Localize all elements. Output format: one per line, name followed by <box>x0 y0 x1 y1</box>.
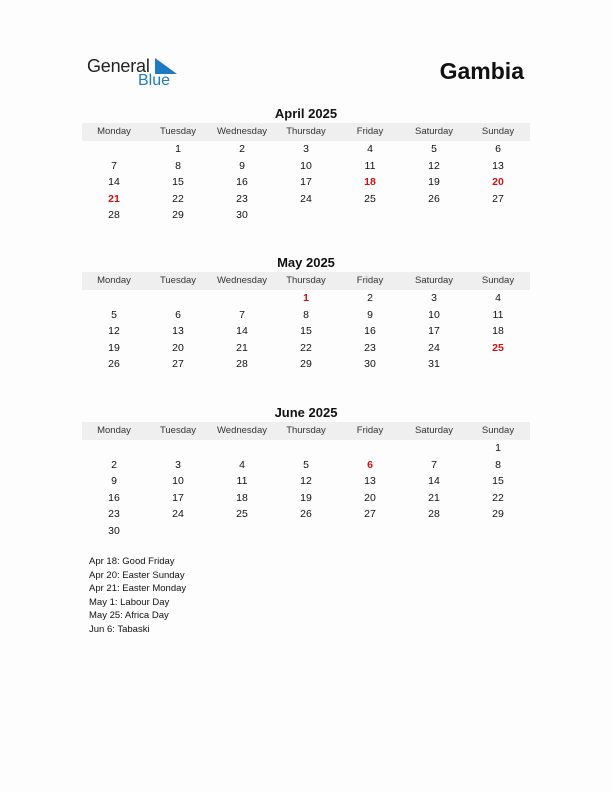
country-title: Gambia <box>439 58 524 84</box>
logo-general-text: General <box>87 56 150 76</box>
empty-day-cell <box>146 440 210 457</box>
day-cell: 25 <box>236 508 248 521</box>
empty-day-cell <box>466 207 530 224</box>
day-cell: 2 <box>367 292 373 304</box>
empty-day-cell <box>338 440 402 457</box>
day-cell: 9 <box>111 475 117 488</box>
day-cell: 28 <box>428 508 440 521</box>
day-cell: 11 <box>236 475 248 488</box>
weekday-header: Saturday <box>402 422 466 440</box>
empty-day-cell <box>402 440 466 457</box>
holiday-day-cell: 1 <box>303 292 309 304</box>
weekday-header: Wednesday <box>210 272 274 290</box>
empty-day-cell <box>274 440 338 457</box>
holiday-item: May 1: Labour Day <box>89 596 170 608</box>
weekday-header: Monday <box>82 272 146 290</box>
holiday-item: Jun 6: Tabaski <box>89 623 150 635</box>
empty-day-cell <box>274 523 338 540</box>
empty-day-cell <box>82 290 146 307</box>
day-cell: 6 <box>175 308 181 321</box>
day-cell: 29 <box>492 508 504 521</box>
day-cell: 12 <box>300 475 312 488</box>
day-cell: 14 <box>108 176 120 189</box>
empty-day-cell <box>210 290 274 307</box>
calendar-grid <box>82 271 530 373</box>
month-june <box>82 405 530 540</box>
day-cell: 3 <box>431 292 437 304</box>
day-cell: 12 <box>428 159 440 172</box>
day-cell: 26 <box>428 192 440 205</box>
weekday-header: Tuesday <box>146 123 210 141</box>
day-cell: 15 <box>172 176 184 189</box>
weekday-header: Friday <box>338 123 402 141</box>
empty-day-cell <box>210 523 274 540</box>
day-cell: 13 <box>492 159 504 172</box>
empty-day-cell <box>466 356 530 373</box>
day-cell: 2 <box>111 458 117 471</box>
weekday-header: Wednesday <box>210 123 274 141</box>
day-cell: 14 <box>428 475 440 488</box>
empty-day-cell <box>82 440 146 457</box>
day-cell: 23 <box>108 508 120 521</box>
logo-blue-text: Blue <box>138 72 171 89</box>
day-cell: 20 <box>172 341 184 354</box>
day-cell: 4 <box>239 458 245 471</box>
weekday-header: Friday <box>338 272 402 290</box>
day-cell: 4 <box>495 292 501 304</box>
day-cell: 29 <box>300 358 312 371</box>
empty-day-cell <box>338 523 402 540</box>
day-cell: 10 <box>300 159 312 172</box>
month-may <box>82 255 530 373</box>
day-cell: 24 <box>428 341 440 354</box>
holiday-day-cell: 21 <box>108 192 120 205</box>
month-title: May 2025 <box>277 255 335 270</box>
holiday-item: May 25: Africa Day <box>89 610 169 622</box>
day-cell: 5 <box>303 458 309 471</box>
day-cell: 15 <box>300 325 312 338</box>
day-cell: 4 <box>367 143 373 155</box>
holiday-item: Apr 21: Easter Monday <box>89 583 187 595</box>
day-cell: 1 <box>495 442 501 454</box>
day-cell: 11 <box>492 308 504 321</box>
day-cell: 17 <box>428 325 440 338</box>
day-cell: 22 <box>300 341 312 354</box>
holiday-item: Apr 18: Good Friday <box>89 556 175 567</box>
empty-day-cell <box>82 141 146 158</box>
day-cell: 16 <box>108 491 120 504</box>
day-cell: 28 <box>236 358 248 371</box>
day-cell: 22 <box>492 491 504 504</box>
day-cell: 1 <box>175 143 181 155</box>
day-cell: 28 <box>108 209 120 222</box>
weekday-header: Monday <box>82 422 146 440</box>
calendar-grid <box>82 421 530 540</box>
day-cell: 29 <box>172 209 184 222</box>
empty-day-cell <box>210 440 274 457</box>
empty-day-cell <box>402 523 466 540</box>
day-cell: 31 <box>428 358 440 371</box>
day-cell: 16 <box>236 176 248 189</box>
empty-day-cell <box>274 207 338 224</box>
day-cell: 19 <box>300 491 312 504</box>
day-cell: 23 <box>364 341 376 354</box>
weekday-header: Tuesday <box>146 272 210 290</box>
day-cell: 6 <box>495 143 501 155</box>
day-cell: 30 <box>108 524 120 537</box>
weekday-header: Monday <box>82 123 146 141</box>
day-cell: 10 <box>172 475 184 488</box>
day-cell: 18 <box>492 325 504 338</box>
day-cell: 3 <box>175 458 181 471</box>
holiday-day-cell: 18 <box>364 176 376 189</box>
holiday-item: Apr 20: Easter Sunday <box>89 569 185 581</box>
month-title: April 2025 <box>274 106 338 121</box>
day-cell: 12 <box>108 325 120 338</box>
day-cell: 8 <box>495 458 501 471</box>
day-cell: 9 <box>239 159 245 172</box>
weekday-header: Tuesday <box>146 422 210 440</box>
day-cell: 30 <box>364 358 376 371</box>
day-cell: 23 <box>236 192 248 205</box>
day-cell: 11 <box>364 159 376 172</box>
weekday-header: Thursday <box>274 272 338 290</box>
day-cell: 26 <box>108 358 120 371</box>
day-cell: 25 <box>364 192 376 205</box>
holiday-list <box>89 555 186 637</box>
day-cell: 7 <box>111 159 117 172</box>
calendar-grid <box>82 122 530 224</box>
day-cell: 27 <box>364 508 376 521</box>
day-cell: 27 <box>492 192 504 205</box>
day-cell: 19 <box>428 176 440 189</box>
day-cell: 21 <box>428 491 440 504</box>
weekday-header: Sunday <box>466 123 530 141</box>
month-april <box>82 106 530 224</box>
month-title: June 2025 <box>274 405 338 420</box>
day-cell: 9 <box>367 308 373 321</box>
empty-day-cell <box>338 207 402 224</box>
day-cell: 21 <box>236 341 248 354</box>
empty-day-cell <box>146 523 210 540</box>
weekday-header: Thursday <box>274 422 338 440</box>
day-cell: 8 <box>175 159 181 172</box>
holiday-day-cell: 20 <box>492 176 504 189</box>
holiday-day-cell: 6 <box>367 458 373 471</box>
weekday-header: Wednesday <box>210 422 274 440</box>
weekday-header: Thursday <box>274 123 338 141</box>
day-cell: 24 <box>300 192 312 205</box>
day-cell: 3 <box>303 143 309 155</box>
day-cell: 5 <box>431 143 437 155</box>
day-cell: 27 <box>172 358 184 371</box>
weekday-header: Friday <box>338 422 402 440</box>
day-cell: 22 <box>172 192 184 205</box>
day-cell: 7 <box>431 458 437 471</box>
empty-day-cell <box>402 207 466 224</box>
day-cell: 13 <box>172 325 184 338</box>
day-cell: 10 <box>428 308 440 321</box>
day-cell: 19 <box>108 341 120 354</box>
day-cell: 30 <box>236 209 248 222</box>
day-cell: 14 <box>236 325 248 338</box>
day-cell: 7 <box>239 308 245 321</box>
day-cell: 18 <box>236 491 248 504</box>
day-cell: 26 <box>300 508 312 521</box>
day-cell: 24 <box>172 508 184 521</box>
day-cell: 15 <box>492 475 504 488</box>
day-cell: 17 <box>172 491 184 504</box>
logo <box>87 56 187 92</box>
weekday-header: Sunday <box>466 422 530 440</box>
holiday-day-cell: 25 <box>492 341 504 354</box>
day-cell: 13 <box>364 475 376 488</box>
day-cell: 5 <box>111 308 117 321</box>
empty-day-cell <box>146 290 210 307</box>
weekday-header: Saturday <box>402 272 466 290</box>
weekday-header: Saturday <box>402 123 466 141</box>
day-cell: 20 <box>364 491 376 504</box>
weekday-header: Sunday <box>466 272 530 290</box>
day-cell: 2 <box>239 143 245 155</box>
empty-day-cell <box>466 523 530 540</box>
day-cell: 16 <box>364 325 376 338</box>
day-cell: 17 <box>300 176 312 189</box>
day-cell: 8 <box>303 308 309 321</box>
